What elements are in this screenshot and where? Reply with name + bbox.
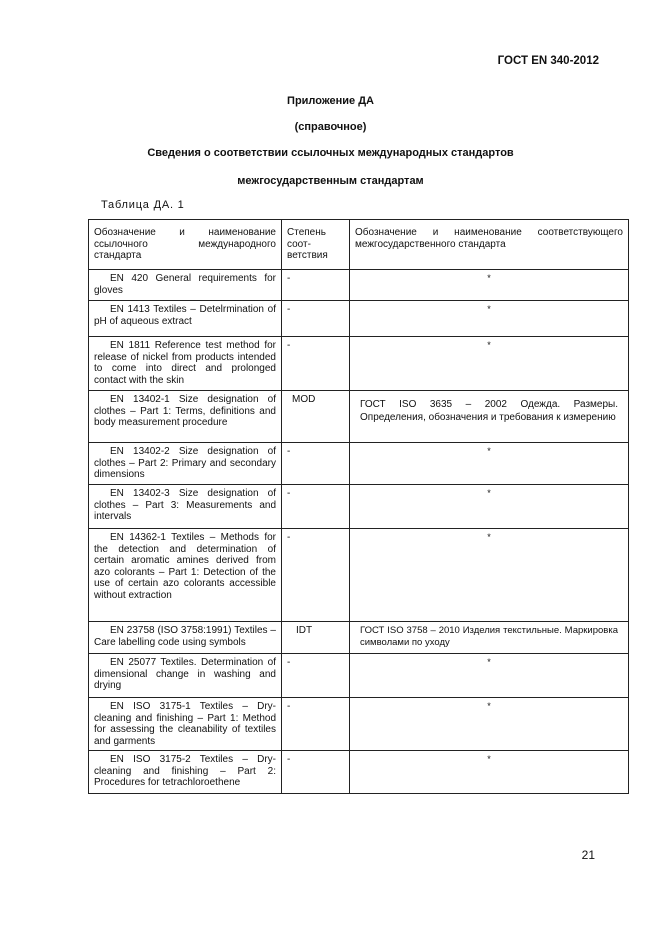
international-standard-cell: EN 13402-2 Size designation of clothes – Part 2: Primary and secondary dimensions <box>89 443 282 485</box>
interstate-standard-cell: * <box>350 698 629 751</box>
international-standard-cell: EN 420 General requirements for gloves <box>89 270 282 301</box>
degree-cell: IDT <box>282 622 350 654</box>
degree-cell: - <box>282 485 350 529</box>
annex-heading-line-2: межгосударственным стандартам <box>237 175 424 187</box>
international-standard-cell: EN 13402-1 Size designation of clothes – Part 1: Terms, definitions and body measurement procedure <box>89 391 282 443</box>
degree-cell: - <box>282 751 350 794</box>
degree-cell: - <box>282 443 350 485</box>
annex-subtitle: (справочное) <box>294 121 367 133</box>
table-header-row <box>89 220 629 270</box>
interstate-standard-cell: * <box>350 443 629 485</box>
degree-cell: - <box>282 654 350 698</box>
degree-cell: - <box>282 301 350 337</box>
table-row <box>89 529 629 622</box>
interstate-standard-cell: * <box>350 529 629 622</box>
international-standard-cell: EN 13402-3 Size designation of clothes – Part 3: Measurements and intervals <box>89 485 282 529</box>
interstate-standard-cell: ГОСТ ISO 3635 – 2002 Одежда. Размеры. Определения, обозначения и требования к измерению <box>350 391 629 443</box>
standards-correspondence-table <box>88 219 629 794</box>
degree-cell: - <box>282 337 350 391</box>
international-standard-cell: EN 25077 Textiles. Determination of dimensional change in washing and drying <box>89 654 282 698</box>
column-header-international-standard: Обозначение и наименование ссылочного международного стандарта <box>89 220 282 270</box>
degree-cell: - <box>282 270 350 301</box>
table-caption: Таблица ДА. 1 <box>101 199 185 211</box>
interstate-standard-cell: * <box>350 485 629 529</box>
international-standard-cell: EN 1811 Reference test method for release of nickel from products intended to come into direct and prolonged contact with the skin <box>89 337 282 391</box>
table-row <box>89 270 629 301</box>
degree-cell: - <box>282 529 350 622</box>
table-row <box>89 654 629 698</box>
international-standard-cell: EN 23758 (ISO 3758:1991) Textiles – Care labelling code using symbols <box>89 622 282 654</box>
annex-title: Приложение ДА <box>287 95 374 107</box>
international-standard-cell: EN ISO 3175-2 Textiles – Dry-cleaning and finishing – Part 2: Procedures for tetrachloroethene <box>89 751 282 794</box>
interstate-standard-cell: * <box>350 270 629 301</box>
table-row <box>89 301 629 337</box>
international-standard-cell: EN ISO 3175-1 Textiles – Dry-cleaning and finishing – Part 1: Method for assessing the cleanability of textiles and garments <box>89 698 282 751</box>
table-row <box>89 485 629 529</box>
interstate-standard-cell: * <box>350 301 629 337</box>
annex-heading-line-1: Сведения о соответствии ссылочных международных стандартов <box>147 147 514 159</box>
document-code: ГОСТ EN 340-2012 <box>497 55 599 67</box>
degree-cell: - <box>282 698 350 751</box>
page-number: 21 <box>581 848 595 862</box>
international-standard-cell: EN 1413 Textiles – Detelrmination of pH of aqueous extract <box>89 301 282 337</box>
interstate-standard-cell: * <box>350 654 629 698</box>
interstate-standard-cell: * <box>350 337 629 391</box>
table-row <box>89 443 629 485</box>
interstate-standard-cell: * <box>350 751 629 794</box>
column-header-degree: Степень соот-ветствия <box>282 220 350 270</box>
interstate-standard-cell: ГОСТ ISO 3758 – 2010 Изделия текстильные. Маркировка символами по уходу <box>350 622 629 654</box>
column-header-interstate-standard: Обозначение и наименование соответствующего межгосударственного стандарта <box>350 220 629 270</box>
table-row <box>89 391 629 443</box>
table-row <box>89 751 629 794</box>
degree-cell: MOD <box>282 391 350 443</box>
table-row <box>89 698 629 751</box>
table-row <box>89 337 629 391</box>
international-standard-cell: EN 14362-1 Textiles – Methods for the detection and determination of certain aromatic amines derived from azo colorants – Part 1: Detection of the use of certain azo colorants accessible without extraction <box>89 529 282 622</box>
table-row <box>89 622 629 654</box>
